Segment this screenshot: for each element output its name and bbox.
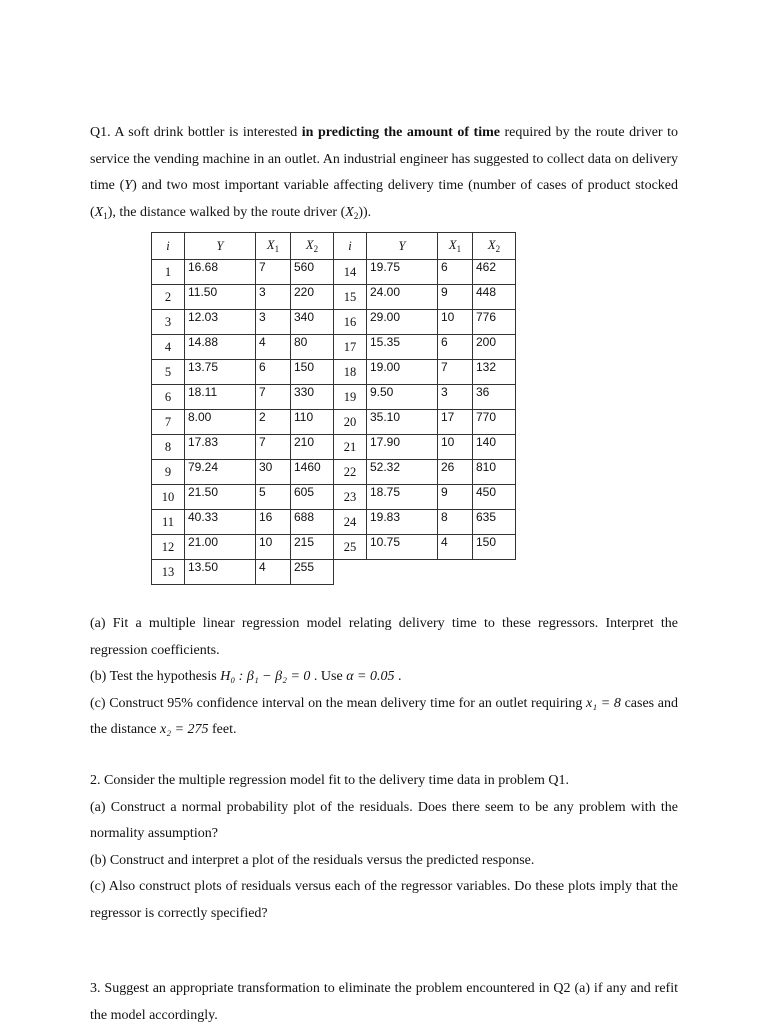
cell-x2: 220 bbox=[291, 285, 334, 310]
delivery-data-table bbox=[151, 232, 516, 585]
cell-y: 12.03 bbox=[185, 310, 256, 335]
table-row bbox=[152, 260, 516, 285]
table-row bbox=[152, 535, 516, 560]
cell-y: 21.00 bbox=[185, 535, 256, 560]
cell-x1-2: 10 bbox=[438, 310, 473, 335]
cell-x2-2: 810 bbox=[473, 460, 516, 485]
cell-y-2: 52.32 bbox=[367, 460, 438, 485]
cell-i-2: 16 bbox=[334, 310, 367, 335]
cell-x2-2: 200 bbox=[473, 335, 516, 360]
cell-y-2 bbox=[367, 560, 438, 585]
x2-symbol: X bbox=[345, 204, 354, 220]
cell-x1-2: 6 bbox=[438, 335, 473, 360]
cell-y-2: 19.00 bbox=[367, 360, 438, 385]
cell-x1-2: 26 bbox=[438, 460, 473, 485]
q1-intro-text-2: required by the route driver to service the vending machine in an outlet. An industrial engineer has suggested to collect data on delivery time ( bbox=[90, 125, 679, 193]
header-x2-2: $X_2$ bbox=[473, 233, 516, 260]
table-header-row bbox=[152, 233, 516, 260]
cell-y-2: 29.00 bbox=[367, 310, 438, 335]
alpha-value: α = 0.05 bbox=[346, 669, 395, 684]
cell-x2: 215 bbox=[291, 535, 334, 560]
cell-x1: 3 bbox=[256, 310, 291, 335]
cell-x1: 10 bbox=[256, 535, 291, 560]
cell-x1: 7 bbox=[256, 385, 291, 410]
table-row bbox=[152, 410, 516, 435]
cell-x2: 560 bbox=[291, 260, 334, 285]
cell-x1: 6 bbox=[256, 360, 291, 385]
cell-y-2: 17.90 bbox=[367, 435, 438, 460]
cell-x2-2: 150 bbox=[473, 535, 516, 560]
q1-intro-text-3: ) and two most important variable affecting delivery time (number of cases of product stocked ( bbox=[90, 178, 678, 220]
table-row bbox=[152, 385, 516, 410]
cell-y: 13.75 bbox=[185, 360, 256, 385]
cell-x2-2: 140 bbox=[473, 435, 516, 460]
cell-y-2: 9.50 bbox=[367, 385, 438, 410]
cell-x1-2: 3 bbox=[438, 385, 473, 410]
cell-x1: 16 bbox=[256, 510, 291, 535]
cell-x2-2 bbox=[473, 560, 516, 585]
cell-i: 5 bbox=[152, 360, 185, 385]
cell-y: 40.33 bbox=[185, 510, 256, 535]
cell-i-2: 23 bbox=[334, 485, 367, 510]
header-y: Y bbox=[185, 233, 256, 260]
cell-x2-2: 462 bbox=[473, 260, 516, 285]
cell-x1: 4 bbox=[256, 560, 291, 585]
header-x2: $X_2$ bbox=[291, 233, 334, 260]
cell-x1: 2 bbox=[256, 410, 291, 435]
table-row bbox=[152, 510, 516, 535]
cell-x2: 210 bbox=[291, 435, 334, 460]
cell-y-2: 10.75 bbox=[367, 535, 438, 560]
cell-x1-2: 6 bbox=[438, 260, 473, 285]
cell-x1-2: 9 bbox=[438, 485, 473, 510]
cell-x1-2: 4 bbox=[438, 535, 473, 560]
cell-x2: 255 bbox=[291, 560, 334, 585]
cell-x2-2: 635 bbox=[473, 510, 516, 535]
cell-x1: 7 bbox=[256, 435, 291, 460]
cell-x1: 30 bbox=[256, 460, 291, 485]
cell-y: 14.88 bbox=[185, 335, 256, 360]
x1-value: x₁ = 8 bbox=[586, 695, 621, 711]
cell-y-2: 19.75 bbox=[367, 260, 438, 285]
cell-i-2: 20 bbox=[334, 410, 367, 435]
header-i-2: i bbox=[334, 233, 367, 260]
x1-subscript: 1 bbox=[103, 210, 108, 221]
cell-i: 2 bbox=[152, 285, 185, 310]
table-row bbox=[152, 335, 516, 360]
hypothesis-expression: H₀ : β₁ − β₂ = 0 bbox=[220, 669, 311, 684]
table-row bbox=[152, 285, 516, 310]
cell-x2-2: 36 bbox=[473, 385, 516, 410]
q3-text: 3. Suggest an appropriate transformation to eliminate the problem encountered in Q2 (a) if any and refit the model accordingly. bbox=[90, 981, 678, 1023]
table-row bbox=[152, 360, 516, 385]
cell-x2: 605 bbox=[291, 485, 334, 510]
q1-intro bbox=[90, 120, 678, 229]
cell-x1-2: 9 bbox=[438, 285, 473, 310]
cell-y: 8.00 bbox=[185, 410, 256, 435]
cell-i-2: 18 bbox=[334, 360, 367, 385]
x2-value: x₂ = 275 bbox=[159, 722, 209, 737]
cell-x2: 330 bbox=[291, 385, 334, 410]
x2-subscript: 2 bbox=[353, 210, 359, 221]
cell-x1-2: 10 bbox=[438, 435, 473, 460]
cell-x2: 340 bbox=[291, 310, 334, 335]
y-symbol: Y bbox=[124, 178, 133, 193]
cell-i: 13 bbox=[152, 560, 185, 585]
table-row bbox=[152, 435, 516, 460]
cell-i: 9 bbox=[152, 460, 185, 485]
cell-x2: 1460 bbox=[291, 460, 334, 485]
q1-emphasis: in predicting the amount of time bbox=[301, 125, 500, 140]
cell-i: 6 bbox=[152, 385, 185, 410]
table-row bbox=[152, 460, 516, 485]
cell-i-2: 24 bbox=[334, 510, 367, 535]
cell-x1-2: 8 bbox=[438, 510, 473, 535]
header-x1-2: $X_1$ bbox=[438, 233, 473, 260]
cell-i-2 bbox=[334, 560, 367, 585]
cell-x2-2: 132 bbox=[473, 360, 516, 385]
cell-x1-2: 17 bbox=[438, 410, 473, 435]
cell-y-2: 19.83 bbox=[367, 510, 438, 535]
q1-intro-text: Q1. A soft drink bottler is interested bbox=[90, 125, 302, 140]
q2-part-b: (b) Construct and interpret a plot of the residuals versus the predicted response. bbox=[90, 852, 535, 868]
cell-i-2: 15 bbox=[334, 285, 367, 310]
header-y-2: Y bbox=[367, 233, 438, 260]
table-row bbox=[152, 310, 516, 335]
cell-y-2: 24.00 bbox=[367, 285, 438, 310]
cell-y: 13.50 bbox=[185, 560, 256, 585]
cell-x2: 688 bbox=[291, 510, 334, 535]
cell-x2: 150 bbox=[291, 360, 334, 385]
cell-y-2: 35.10 bbox=[367, 410, 438, 435]
cell-y: 17.83 bbox=[185, 435, 256, 460]
q2-intro: 2. Consider the multiple regression model fit to the delivery time data in problem Q1. bbox=[90, 773, 570, 788]
header-x1: $X_1$ bbox=[256, 233, 291, 260]
q3-section bbox=[90, 976, 678, 1029]
cell-i: 10 bbox=[152, 485, 185, 510]
cell-i: 4 bbox=[152, 335, 185, 360]
q1-part-c: (c) Construct 95% confidence interval on the mean delivery time for an outlet requiring x₁ = 8 cases and the distance x₂ = 275 feet. bbox=[90, 695, 679, 737]
q1-intro-text-5: )). bbox=[358, 204, 372, 220]
cell-i: 3 bbox=[152, 310, 185, 335]
cell-x2-2: 776 bbox=[473, 310, 516, 335]
cell-i-2: 17 bbox=[334, 335, 367, 360]
q1-part-b: (b) Test the hypothesis H₀ : β₁ − β₂ = 0 . Use α = 0.05 . bbox=[90, 669, 402, 684]
cell-i: 11 bbox=[152, 510, 185, 535]
cell-y-2: 18.75 bbox=[367, 485, 438, 510]
cell-i: 1 bbox=[152, 260, 185, 285]
q1-parts bbox=[90, 611, 678, 744]
x1-symbol: X bbox=[94, 204, 104, 220]
cell-x2-2: 448 bbox=[473, 285, 516, 310]
cell-x2: 110 bbox=[291, 410, 334, 435]
table-row bbox=[152, 485, 516, 510]
q1-part-a: (a) Fit a multiple linear regression model relating delivery time to these regressors. Interpret the regression coefficients. bbox=[90, 616, 678, 658]
cell-x1: 3 bbox=[256, 285, 291, 310]
q2-part-a: (a) Construct a normal probability plot of the residuals. Does there seem to be any problem with the normality assumption? bbox=[90, 799, 678, 841]
table-row bbox=[152, 560, 516, 585]
cell-y: 21.50 bbox=[185, 485, 256, 510]
q2-section bbox=[90, 768, 678, 927]
cell-i-2: 21 bbox=[334, 435, 367, 460]
q1-intro-text-4: ), the distance walked by the route driver ( bbox=[107, 204, 346, 220]
cell-y: 79.24 bbox=[185, 460, 256, 485]
cell-i-2: 22 bbox=[334, 460, 367, 485]
cell-y: 18.11 bbox=[185, 385, 256, 410]
cell-i: 7 bbox=[152, 410, 185, 435]
cell-y-2: 15.35 bbox=[367, 335, 438, 360]
q2-part-c: (c) Also construct plots of residuals versus each of the regressor variables. Do these plots imply that the regressor is correctly specified? bbox=[90, 879, 678, 921]
cell-x1: 4 bbox=[256, 335, 291, 360]
cell-y: 16.68 bbox=[185, 260, 256, 285]
header-i: i bbox=[152, 233, 185, 260]
cell-x2-2: 450 bbox=[473, 485, 516, 510]
cell-x1-2: 7 bbox=[438, 360, 473, 385]
cell-x2: 80 bbox=[291, 335, 334, 360]
cell-x1: 5 bbox=[256, 485, 291, 510]
cell-x1-2 bbox=[438, 560, 473, 585]
cell-y: 11.50 bbox=[185, 285, 256, 310]
cell-i: 12 bbox=[152, 535, 185, 560]
cell-i-2: 25 bbox=[334, 535, 367, 560]
cell-i-2: 19 bbox=[334, 385, 367, 410]
cell-i-2: 14 bbox=[334, 260, 367, 285]
cell-x2-2: 770 bbox=[473, 410, 516, 435]
cell-x1: 7 bbox=[256, 260, 291, 285]
cell-i: 8 bbox=[152, 435, 185, 460]
